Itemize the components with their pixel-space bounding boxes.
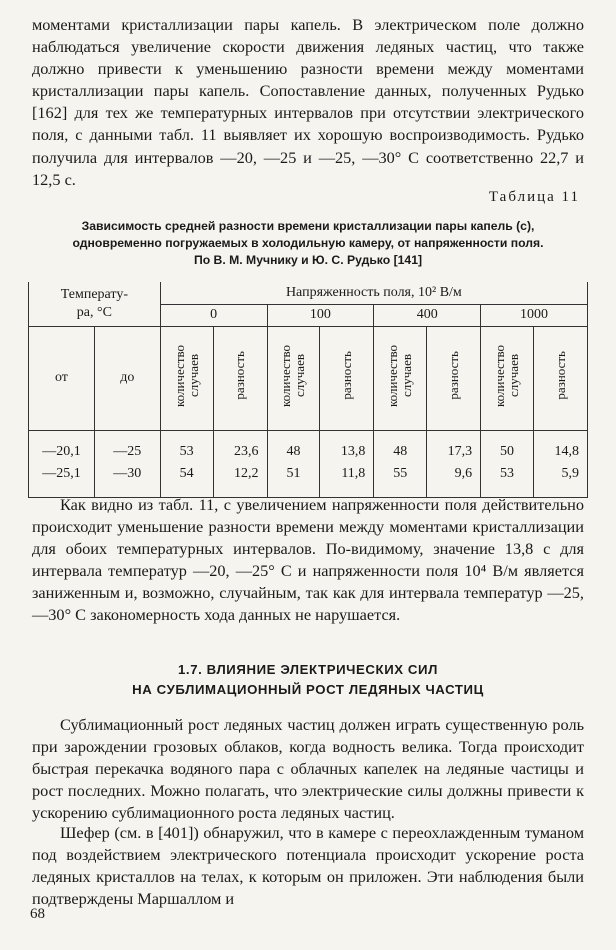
temperature-header-line-1: Температу- (60, 286, 128, 302)
caption-line-3: По В. М. Мучнику и Ю. С. Рудько [141] (193, 253, 423, 267)
paragraph-3: Сублимационный рост ледяных частиц должен играть существенную роль при зарождении грозовых облаков, когда водность велика. Тогда происходит быстрая перекачка водяного пара с облачных капелек на ледяные частицы и рост последних. Можно полагать, что электрические силы должны привести к ускорению сублимационного роста ледяных частиц. (32, 715, 584, 823)
table-label: Таблица 11 (488, 189, 580, 205)
count-label-400: количество случаев (385, 344, 415, 407)
paragraph-4: Шефер (см. в [401]) обнаружил, что в камере с переохлажденным туманом под воздействием электрического потенциала происходит ускорение роста ледяных кристаллов на телах, к которым он приложен. Эти наблюдения были подтверждены Маршаллом и (32, 823, 584, 909)
level-100: 100 (267, 304, 374, 326)
data-table (28, 282, 588, 498)
from-header: от (29, 326, 95, 430)
field-strength-header: Напряженность поля, 10² В/м (160, 282, 587, 304)
row-1-diff-1000: 14,8 (534, 430, 588, 463)
diff-label-1000: разность (552, 351, 568, 400)
caption-line-2: одновременно погружаемых в холодильную камеру, от напряженности поля. (72, 236, 544, 250)
section-heading-line-1: 1.7. ВЛИЯНИЕ ЭЛЕКТРИЧЕСКИХ СИЛ (178, 662, 438, 677)
row-2-diff-1000: 5,9 (534, 463, 588, 498)
table-row (29, 430, 588, 463)
table-caption (32, 218, 584, 269)
row-1-diff-400: 17,3 (427, 430, 481, 463)
level-400: 400 (374, 304, 481, 326)
row-1-to: —25 (94, 430, 160, 463)
diff-header-400 (427, 326, 481, 430)
count-header-100 (267, 326, 320, 430)
row-2-to: —30 (94, 463, 160, 498)
to-header: до (94, 326, 160, 430)
row-2-diff-400: 9,6 (427, 463, 481, 498)
level-1000: 1000 (481, 304, 588, 326)
count-label-0: количество случаев (171, 344, 201, 407)
row-2-diff-0: 12,2 (213, 463, 267, 498)
section-heading (32, 660, 584, 700)
count-header-400 (374, 326, 427, 430)
diff-label-400: разность (445, 351, 461, 400)
row-1-count-1000: 50 (481, 430, 534, 463)
row-2-count-100: 51 (267, 463, 320, 498)
row-1-count-0: 53 (160, 430, 213, 463)
diff-header-0 (213, 326, 267, 430)
row-1-diff-0: 23,6 (213, 430, 267, 463)
diff-label-0: разность (232, 351, 248, 400)
paragraph-1: моментами кристаллизации пары капель. В электрическом поле должно наблюдаться увеличение скорости движения ледяных частиц, что также должно привести к уменьшению разности времени между моментами кристаллизации пары капель. Сопоставление данных, полученных Рудько [162] для тех же температурных интервалов при отсутствии электрического поля, с данными табл. 11 выявляет их хорошую воспроизводимость. Рудько получила для интервалов —20, —25 и —25, —30° С соответственно 22,7 и 12,5 с. (32, 15, 584, 189)
diff-label-100: разность (338, 351, 354, 400)
row-2-count-0: 54 (160, 463, 213, 498)
diff-header-1000 (534, 326, 588, 430)
caption-line-1: Зависимость средней разности времени кристаллизации пары капель (с), (81, 219, 535, 233)
row-1-from: —20,1 (29, 430, 95, 463)
row-2-from: —25,1 (29, 463, 95, 498)
row-1-diff-100: 13,8 (320, 430, 374, 463)
row-2-diff-100: 11,8 (320, 463, 374, 498)
paragraph-2: Как видно из табл. 11, с увеличением напряженности поля действительно происходит уменьшение разности времени между моментами кристаллизации для обоих температурных интервалов. По-видимому, значение 13,8 с для интервала температур —20, —25° С и напряженности поля 10⁴ В/м является заниженным и, возможно, случайным, так как для интервала температур —25, —30° С закономерность хода данных не нарушается. (32, 495, 584, 625)
table-row (29, 463, 588, 498)
temperature-header-line-2: ра, °С (76, 304, 112, 320)
page-number: 68 (30, 906, 45, 922)
row-2-count-400: 55 (374, 463, 427, 498)
count-label-1000: количество случаев (492, 344, 522, 407)
section-heading-line-2: НА СУБЛИМАЦИОННЫЙ РОСТ ЛЕДЯНЫХ ЧАСТИЦ (132, 682, 484, 697)
count-header-1000 (481, 326, 534, 430)
count-header-0 (160, 326, 213, 430)
row-1-count-400: 48 (374, 430, 427, 463)
count-label-100: количество случаев (278, 344, 308, 407)
temperature-header (29, 282, 161, 326)
diff-header-100 (320, 326, 374, 430)
row-1-count-100: 48 (267, 430, 320, 463)
row-2-count-1000: 53 (481, 463, 534, 498)
level-0: 0 (160, 304, 267, 326)
